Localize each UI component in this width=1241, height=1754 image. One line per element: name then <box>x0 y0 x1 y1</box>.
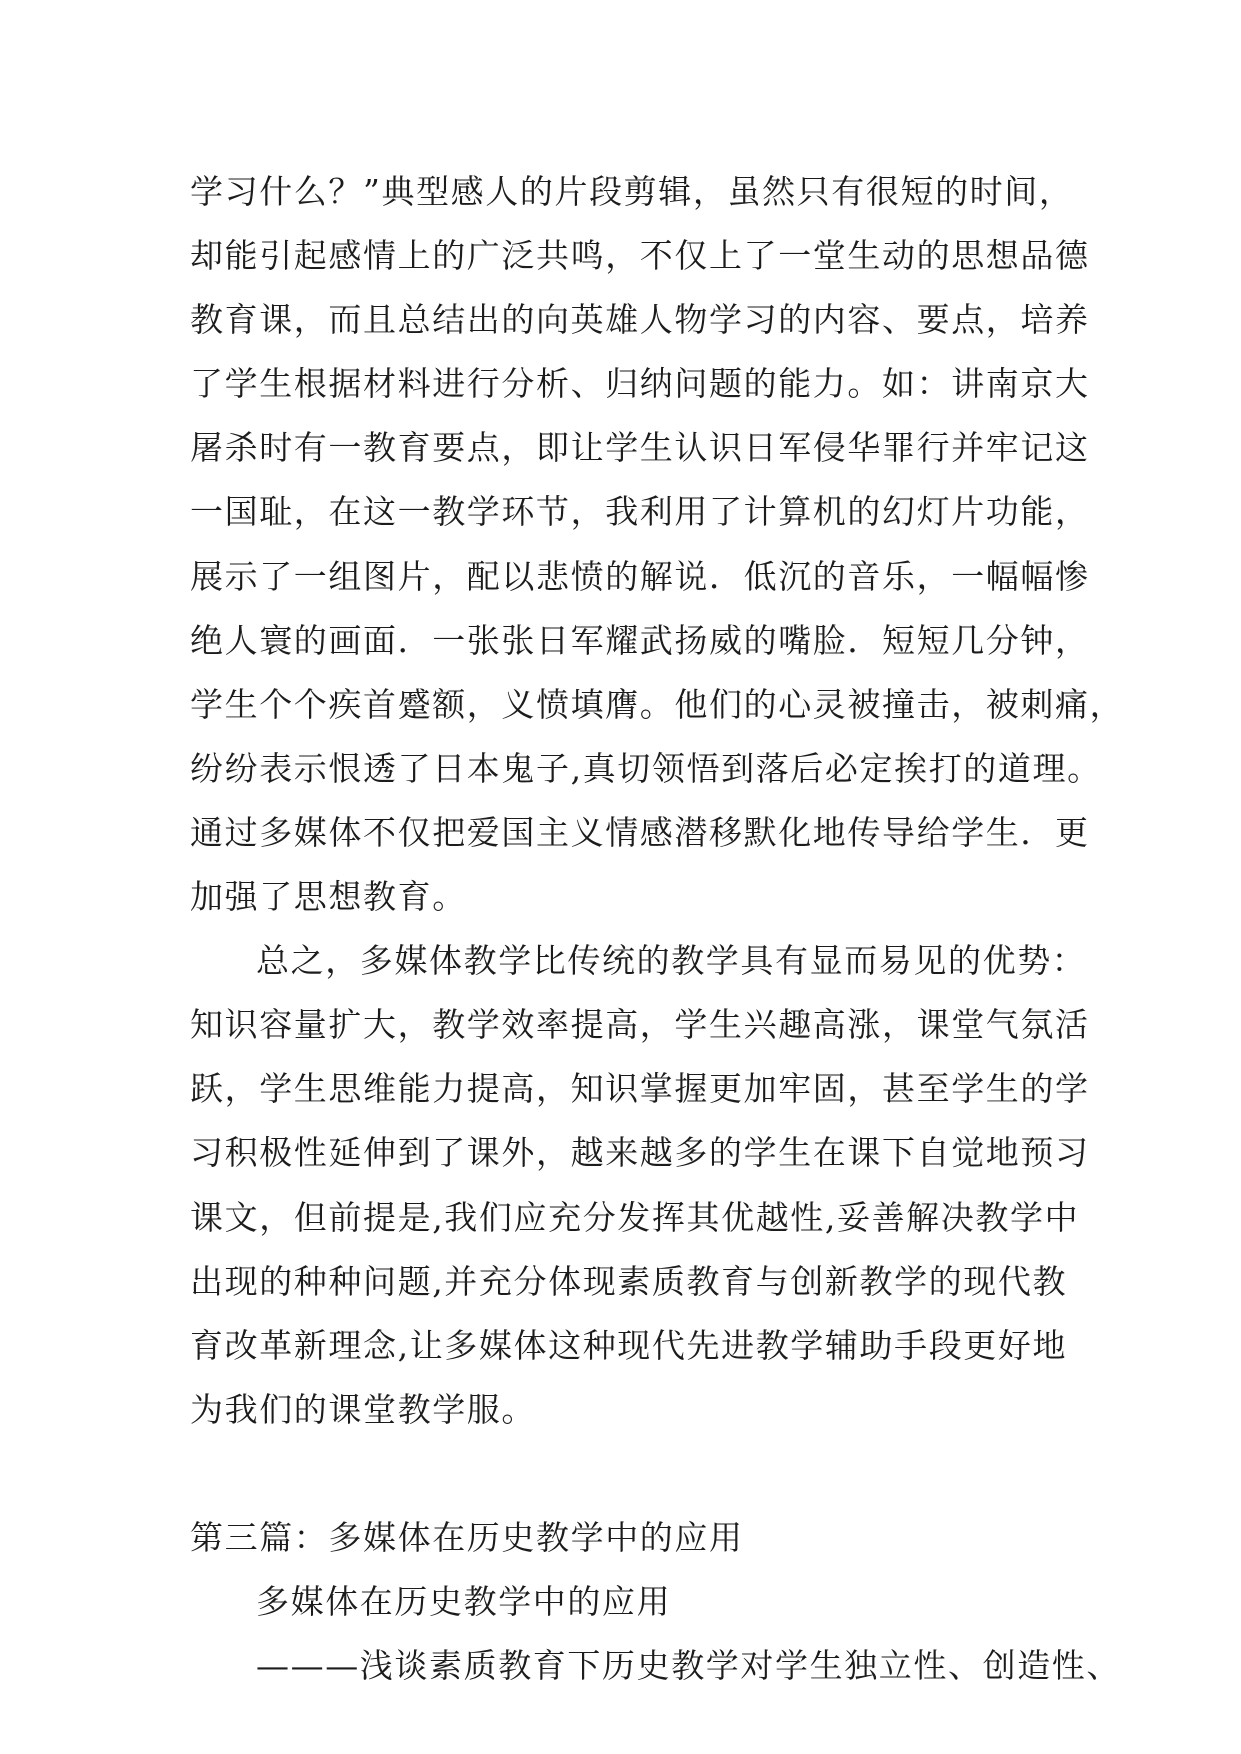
paragraph-line: 纷纷表示恨透了日本鬼子,真切领悟到落后必定挨打的道理。 <box>190 748 1102 788</box>
paragraph-line: 知识容量扩大，教学效率提高，学生兴趣高涨，课堂气氛活 <box>190 1005 1090 1045</box>
paragraph-line: 通过多媒体不仅把爱国主义情感潜移默化地传导给学生．更 <box>190 812 1090 852</box>
paragraph-line: 课文，但前提是,我们应充分发挥其优越性,妥善解决教学中 <box>190 1197 1080 1237</box>
paragraph-line: 了学生根据材料进行分析、归纳问题的能力。如：讲南京大 <box>190 364 1090 404</box>
paragraph-line: 却能引起感情上的广泛共鸣，不仅上了一堂生动的思想品德 <box>190 236 1090 276</box>
paragraph-1 <box>190 160 1125 929</box>
article-title: 多媒体在历史教学中的应用 <box>256 1582 672 1622</box>
article-subtitle: ———浅谈素质教育下历史教学对学生独立性、创造性、 <box>256 1646 1121 1686</box>
paragraph-line: 总之，多媒体教学比传统的教学具有显而易见的优势： <box>256 941 1087 981</box>
paragraph-line: 一国耻，在这一教学环节，我利用了计算机的幻灯片功能， <box>190 492 1090 532</box>
paragraph-2 <box>190 929 1090 1442</box>
document-body <box>190 160 1125 1698</box>
paragraph-line: 习积极性延伸到了课外，越来越多的学生在课下自觉地预习 <box>190 1133 1090 1173</box>
paragraph-line: 展示了一组图片，配以悲愤的解说．低沉的音乐，一幅幅惨 <box>190 556 1090 596</box>
paragraph-line: 学习什么？”典型感人的片段剪辑，虽然只有很短的时间， <box>190 172 1074 211</box>
paragraph-line: 加强了思想教育。 <box>190 877 467 917</box>
paragraph-line: 为我们的课堂教学服。 <box>190 1389 536 1429</box>
paragraph-line: 教育课，而且总结出的向英雄人物学习的内容、要点，培养 <box>190 300 1090 340</box>
paragraph-line: 跃，学生思维能力提高，知识掌握更加牢固，甚至学生的学 <box>190 1069 1090 1109</box>
paragraph-line: 绝人寰的画面．一张张日军耀武扬威的嘴脸．短短几分钟， <box>190 620 1090 660</box>
blank-line <box>190 1442 1070 1506</box>
paragraph-line: 学生个个疾首蹙额，义愤填膺。他们的心灵被撞击，被刺痛， <box>190 684 1125 724</box>
paragraph-line: 出现的种种问题,并充分体现素质教育与创新教学的现代教 <box>190 1261 1068 1301</box>
paragraph-line: 育改革新理念,让多媒体这种现代先进教学辅助手段更好地 <box>190 1325 1068 1365</box>
paragraph-line: 屠杀时有一教育要点，即让学生认识日军侵华罪行并牢记这 <box>190 428 1090 468</box>
section-heading: 第三篇：多媒体在历史教学中的应用 <box>190 1517 744 1557</box>
